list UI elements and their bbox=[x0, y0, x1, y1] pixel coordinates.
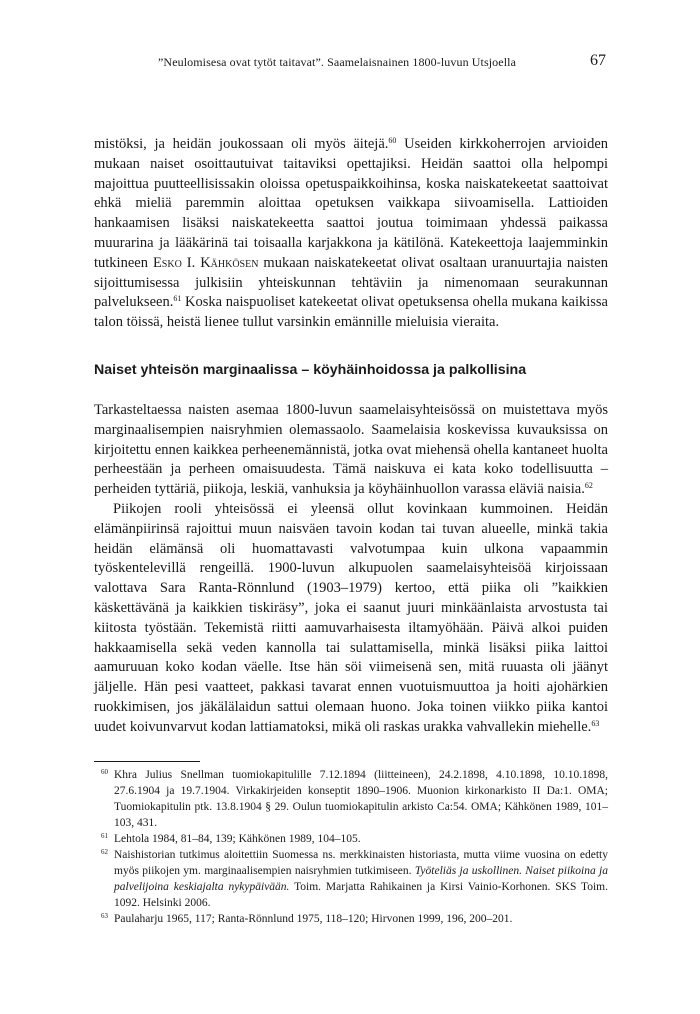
author-name: Esko I. Kähkösen bbox=[152, 254, 259, 271]
intro-text-3: mukaan naiskatekeetat olivat osaltaan uranuurtajia naisten sijoittumisessa julkisiin yhteiskunnan tehtäviin ja nimenomaan seurakunnan palvelukseen. bbox=[94, 254, 608, 311]
section-paragraph-2 bbox=[94, 500, 608, 738]
running-title: ”Neulomisesa ovat tytöt taitavat”. Saamelaisnainen 1800-luvun Utsjoella bbox=[158, 55, 517, 69]
footnote-63 bbox=[94, 911, 608, 927]
footnote-text: Lehtola 1984, 81–84, 139; Kähkönen 1989, 104–105. bbox=[114, 833, 361, 845]
section-paragraph-1 bbox=[94, 401, 608, 500]
footnote-ref-60[interactable]: 60 bbox=[388, 136, 397, 145]
footnote-number: 61 bbox=[101, 832, 108, 840]
footnote-62 bbox=[94, 847, 608, 911]
section-p2-text: Piikojen rooli yhteisössä ei yleensä ollut kovinkaan kummoinen. Heidän elämänpiirinsä rajoittui muun naisväen tavoin kodan tai tuvan alueelle, minkä takia heidän elämänsä oli huomattavasti valvotumpaa kuin ulkona vapaammin työskentelevillä rengeillä. 1900-luvun alkupuolen saamelaisyhteisöä kirjoissaan valottava Sara Ranta-Rönnlund (1903–1979) kertoo, että piika oli ”kaikkien käskettävänä ja kaikkien tiskiräsy”, joka ei saanut juuri minkäänlaista arvostusta tai kiitosta työstään. Tekemistä riitti aamuvarhaisesta iltamyöhään. Päivä alkoi puiden hakkaamisella sekä veden kannolla tai sulattamisella, minkä lisäksi piika laittoi aamuruuan koko kodan väelle. Itse hän söi viimeisenä sen, mitä ruuasta oli jäänyt jäljelle. Hän pesi vaatteet, pakkasi tavarat ennen vuotuismuuttoa ja hoiti ajohärkien ruokkimisen, jos jäkälälaidun sattui olemaan huono. Joka toinen viikko piika kantoi uudet koivunvarvut kodan lattiamatoksi, mikä oli raskas urakka vahvallekin miehelle. bbox=[94, 500, 608, 735]
footnotes bbox=[94, 767, 608, 927]
section-heading: Naiset yhteisön marginaalissa – köyhäinhoidossa ja palkollisina bbox=[94, 362, 527, 378]
footnote-text: Paulaharju 1965, 117; Ranta-Rönnlund 1975, 118–120; Hirvonen 1999, 196, 200–201. bbox=[114, 913, 513, 925]
book-title: Työteliäs ja uskollinen. Naiset piikoina ja palvelijoina keskiajalta nykypäivään. bbox=[114, 865, 608, 893]
footnote-number: 63 bbox=[101, 912, 108, 920]
footnote-text bbox=[114, 847, 608, 911]
footnote-ref-63[interactable]: 63 bbox=[591, 718, 600, 728]
intro-paragraph bbox=[94, 135, 608, 333]
footnote-separator bbox=[94, 761, 200, 762]
section-body bbox=[94, 401, 608, 738]
footnote-number: 62 bbox=[101, 848, 108, 856]
page-number: 67 bbox=[590, 52, 606, 69]
intro-text-1: mistöksi, ja heidän joukossaan oli myös äitejä. bbox=[94, 136, 389, 152]
footnote-ref-62[interactable]: 62 bbox=[584, 481, 593, 491]
footnote-text-end: Toim. Marjatta Rahikainen ja Kirsi Vainio-Korhonen. SKS Toim. 1092. Helsinki 2006. bbox=[114, 881, 608, 909]
page-header bbox=[94, 50, 606, 74]
footnote-60 bbox=[94, 767, 608, 831]
footnote-text-start: Naishistorian tutkimus aloitettiin Suomessa ns. merkkinaisten historiasta, mutta viime vuosina on edetty myös piikojen ym. marginaalisempien naisryhmien tutkimiseen. bbox=[114, 849, 608, 877]
footnote-ref-61[interactable]: 61 bbox=[173, 294, 182, 304]
intro-text-4: Koska naispuoliset katekeetat olivat opetuksensa ohella mukana kaikissa talon töissä, heistä lienee tullut varsinkin emännille mieluisia vieraita. bbox=[94, 294, 608, 331]
section-p1-text: Tarkasteltaessa naisten asemaa 1800-luvun saamelaisyhteisössä on muistettava myös marginaalisempien naisryhmien olemassaolo. Saamelaisia koskevissa kuvauksissa on kirjoitettu ennen kaikkea perheenemännistä, jotka ovat miehensä ohella kantaneet huolta perheestään ja perheen omaisuudesta. Tämä naiskuva ei kata koko todellisuutta – perheiden tyttäriä, piikoja, leskiä, vanhuksia ja köyhäinhuollon varassa eläviä naisia. bbox=[94, 402, 608, 498]
intro-text-2: Useiden kirkkoherrojen arvioiden mukaan naiset osoittautuivat taitaviksi opettajiksi. Heidän saattoi olla helpompi majoittua puutteellisissakin oloissa opetuspaikkoihinsa, koska naiskatekeetat saattoivat ehkä mieliä paremmin aloittaa opetuksen vaikkapa siivoamisella. Lattioiden hankaamisen lisäksi naiskatekeetta saattoi joutua toimimaan yhdessä paikassa muurarina ja lääkärinä tai toisaalla karjakkona ja kätilönä. Katekeettoja laajemminkin tutkineen bbox=[94, 136, 609, 271]
footnote-61 bbox=[94, 831, 608, 847]
intro-paragraph-block bbox=[94, 135, 608, 333]
footnote-text: Khra Julius Snellman tuomiokapitulille 7.12.1894 (liitteineen), 24.2.1898, 4.10.1898, 10.10.1898, 27.6.1904 ja 19.7.1904. Virkakirjeiden konseptit 1890–1906. Muonion kirkonarkisto II Da:1. OMA; Tuomiokapitulin ptk. 13.8.1904 § 29. Oulun tuomiokapitulin arkisto Ca:54. OMA; Kähkönen 1989, 101–103, 431. bbox=[114, 769, 608, 829]
footnote-number: 60 bbox=[101, 768, 108, 776]
